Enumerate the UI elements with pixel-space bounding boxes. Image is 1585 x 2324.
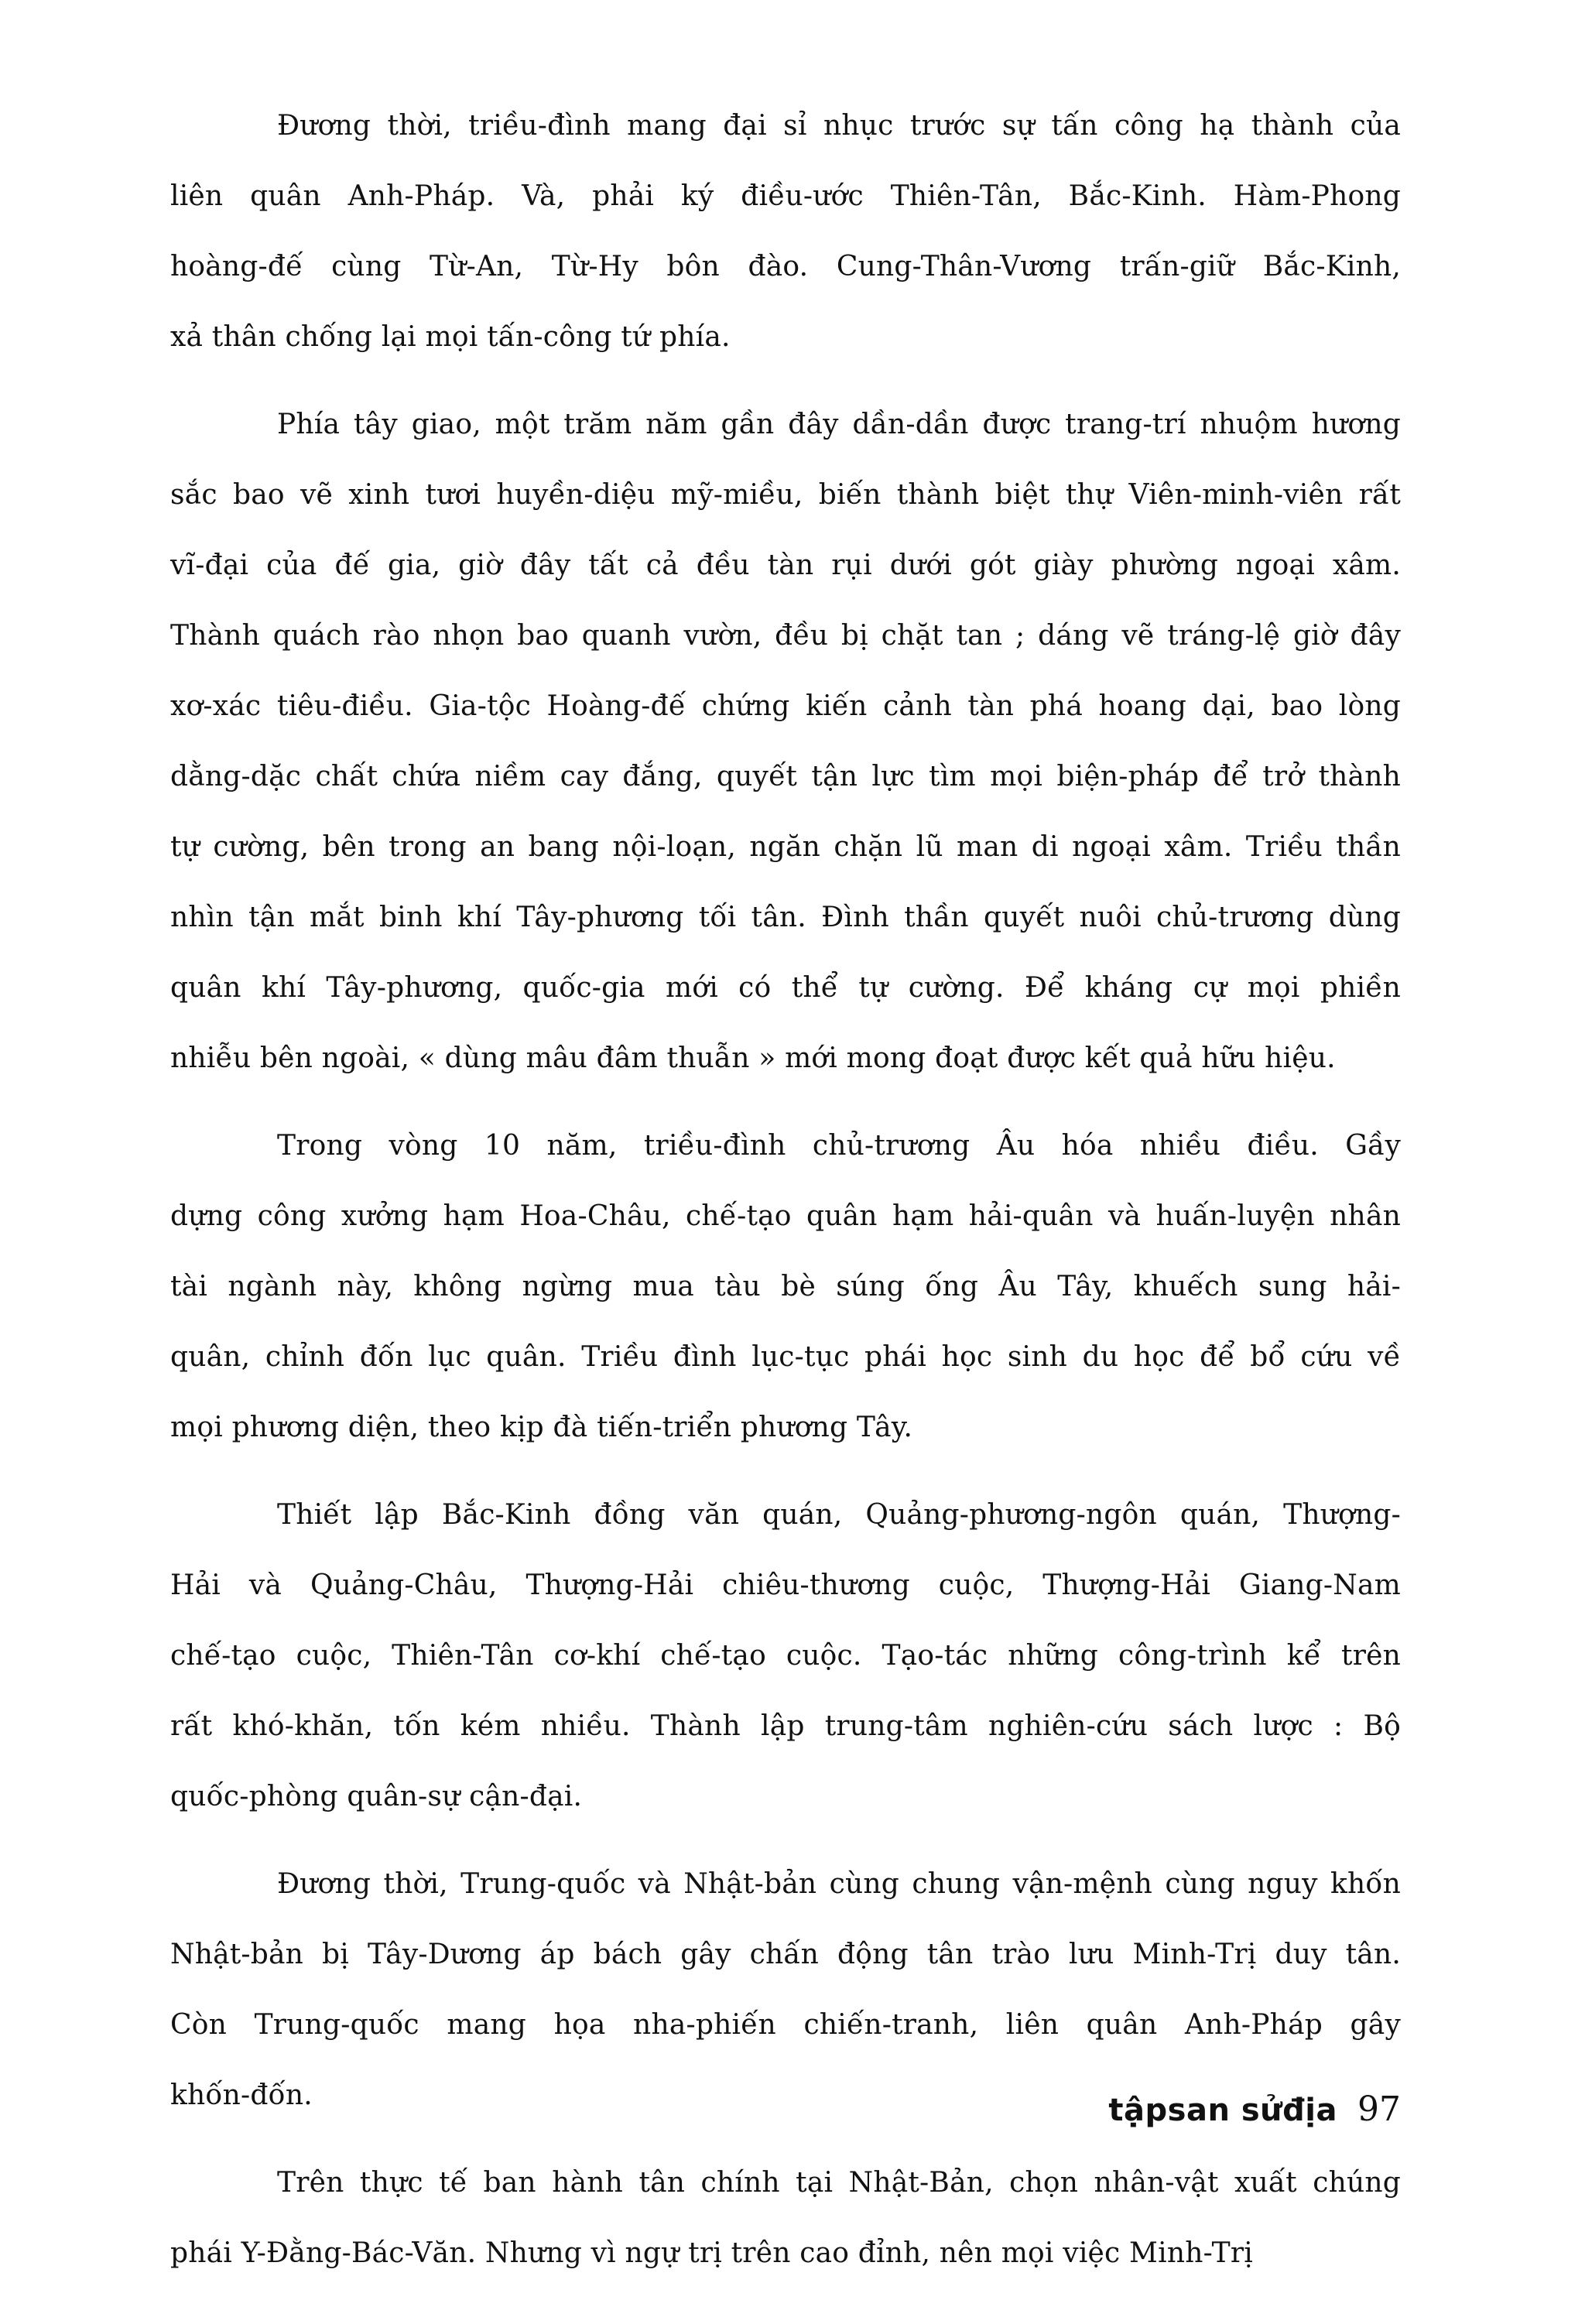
text-line: Đương thời, triều-đình mang đại sỉ nhục trước sự tấn công hạ thành của xyxy=(277,110,1401,142)
text-line: sắc bao vẽ xinh tươi huyền-diệu mỹ-miều, biến thành biệt thự Viên-minh-viên rất xyxy=(170,479,1401,511)
text-line: vĩ-đại của đế gia, giờ đây tất cả đều tàn rụi dưới gót giày phường ngoại xâm. xyxy=(170,549,1401,581)
text-line: quân khí Tây-phương, quốc-gia mới có thể tự cường. Để kháng cự mọi phiền xyxy=(170,972,1401,1004)
text-line: quân, chỉnh đốn lục quân. Triều đình lục-tục phái học sinh du học để bổ cứu về xyxy=(170,1341,1401,1373)
paragraph xyxy=(170,2169,1401,2310)
text-line: Trên thực tế ban hành tân chính tại Nhật-Bản, chọn nhân-vật xuất chúng xyxy=(277,2167,1401,2199)
text-line: chế-tạo cuộc, Thiên-Tân cơ-khí chế-tạo cuộc. Tạo-tác những công-trình kể trên xyxy=(170,1640,1401,1672)
page-footer xyxy=(1068,2090,1401,2136)
body-text xyxy=(170,112,1401,2310)
text-line: Nhật-bản bị Tây-Dương áp bách gây chấn động tân trào lưu Minh-Trị duy tân. xyxy=(170,1939,1401,1970)
text-line: tự cường, bên trong an bang nội-loạn, ngăn chặn lũ man di ngoại xâm. Triều thần xyxy=(170,831,1401,863)
text-line: Còn Trung-quốc mang họa nha-phiến chiến-tranh, liên quân Anh-Pháp gây xyxy=(170,2009,1401,2041)
text-line: nhìn tận mắt binh khí Tây-phương tối tân. Đình thần quyết nuôi chủ-trương dùng xyxy=(170,902,1401,933)
text-line: dựng công xưởng hạm Hoa-Châu, chế-tạo quân hạm hải-quân và huấn-luyện nhân xyxy=(170,1200,1401,1232)
text-line: Đương thời, Trung-quốc và Nhật-bản cùng chung vận-mệnh cùng nguy khốn xyxy=(277,1868,1401,1900)
text-line: nhiễu bên ngoài, « dùng mâu đâm thuẫn » mới mong đoạt được kết quả hữu hiệu. xyxy=(170,1042,1336,1074)
text-line: Trong vòng 10 năm, triều-đình chủ-trương Âu hóa nhiều điều. Gầy xyxy=(277,1130,1401,1162)
text-line: Thiết lập Bắc-Kinh đồng văn quán, Quảng-phương-ngôn quán, Thượng- xyxy=(277,1499,1401,1531)
text-line: Hải và Quảng-Châu, Thượng-Hải chiêu-thương cuộc, Thượng-Hải Giang-Nam xyxy=(170,1569,1401,1601)
text-line: xả thân chống lại mọi tấn-công tứ phía. xyxy=(170,321,731,353)
paragraph xyxy=(170,1132,1401,1484)
text-line: rất khó-khăn, tốn kém nhiều. Thành lập trung-tâm nghiên-cứu sách lược : Bộ xyxy=(170,1710,1401,1742)
text-line: quốc-phòng quân-sự cận-đại. xyxy=(170,1781,583,1812)
text-line: Phía tây giao, một trăm năm gần đây dần-dần được trang-trí nhuộm hương xyxy=(277,409,1401,440)
text-line: phái Y-Đằng-Bác-Văn. Nhưng vì ngự trị trên cao đỉnh, nên mọi việc Minh-Trị xyxy=(170,2237,1254,2269)
text-line: tài ngành này, không ngừng mua tàu bè súng ống Âu Tây, khuếch sung hải- xyxy=(170,1271,1401,1302)
publication-name: tậpsan sửđịa xyxy=(1108,2093,1337,2128)
paragraph xyxy=(170,112,1401,394)
text-line: dằng-dặc chất chứa niềm cay đắng, quyết tận lực tìm mọi biện-pháp để trở thành xyxy=(170,761,1401,792)
text-line: xơ-xác tiêu-điều. Gia-tộc Hoàng-đế chứng kiến cảnh tàn phá hoang dại, bao lòng xyxy=(170,690,1401,722)
text-line: liên quân Anh-Pháp. Và, phải ký điều-ước Thiên-Tân, Bắc-Kinh. Hàm-Phong xyxy=(170,180,1401,212)
paragraph xyxy=(170,411,1401,1115)
text-line: khốn-đốn. xyxy=(170,2079,313,2111)
paragraph xyxy=(170,1501,1401,1853)
text-line: mọi phương diện, theo kịp đà tiến-triển phương Tây. xyxy=(170,1412,913,1443)
text-line: hoàng-đế cùng Từ-An, Từ-Hy bôn đào. Cung-Thân-Vương trấn-giữ Bắc-Kinh, xyxy=(170,251,1401,282)
text-line: Thành quách rào nhọn bao quanh vườn, đều bị chặt tan ; dáng vẽ tráng-lệ giờ đây xyxy=(170,620,1401,652)
page-number: 97 xyxy=(1357,2090,1401,2129)
